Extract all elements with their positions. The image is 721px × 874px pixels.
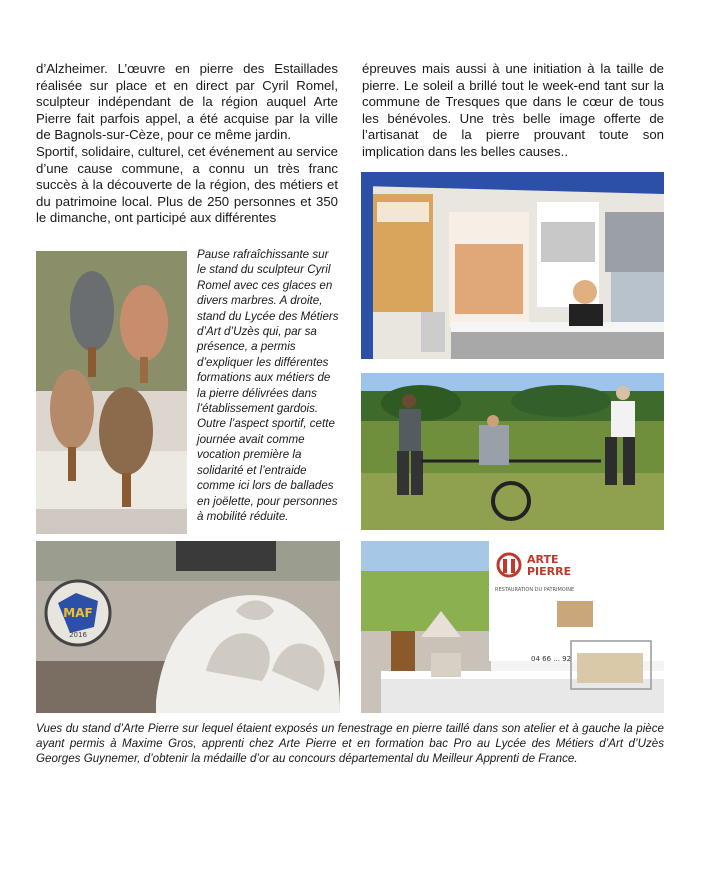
photo-stone-tracery bbox=[36, 541, 340, 713]
photo-lycee-stand bbox=[361, 172, 664, 359]
article-paragraph: d’Alzheimer. L’œuvre en pierre des Estaillades réalisée sur place et en direct par Cyril Romel, sculpteur indépendant de la région auquel Arte Pierre fait parfois appel, a été acquise par la ville de Bagnols-sur-Cèze, pour ce même jardin. bbox=[36, 61, 338, 143]
article-paragraph: Sportif, solidaire, culturel, cet événement au service d’une cause commune, a connu un très franc succès à la découverte de la région, des métiers et du patrimoine local. Plus de 250 personnes et 350 le dimanche, ont participé aux différentes bbox=[36, 143, 338, 226]
arte-subtitle: RESTAURATION DU PATRIMOINE bbox=[495, 587, 575, 593]
caption-text: Vues du stand d’Arte Pierre sur lequel étaient exposés un fenestrage en pierre taillé dans son atelier et à gauche la pièce ayant permis à Maxime Gros, apprenti chez Arte Pierre et en formation bac Pro au Lycée des Métiers d’Art d’Uzès Georges Guynemer, d’obtenir la médaille d’or au concours départemental du Meilleur Apprenti de France. bbox=[36, 722, 664, 766]
photo-marble-ice-creams bbox=[36, 251, 187, 534]
article-paragraph: épreuves mais aussi à une initiation à la taille de pierre. Le soleil a brillé tout le week-end tant sur la commune de Tresques que dans le cœur de tous les bénévoles. Une très belle image offerte de l’artisanat de la pierre prouvant toute son implication dans les belles causes.. bbox=[362, 61, 664, 159]
photo-arte-pierre-stand bbox=[361, 541, 664, 713]
article-left-column bbox=[36, 61, 338, 227]
arte-phone: 04 66 ... 92 bbox=[531, 655, 572, 663]
article-right-column bbox=[362, 61, 664, 161]
medallion-year: 2016 bbox=[69, 631, 87, 639]
photo-caption-side bbox=[197, 247, 339, 524]
arte-logo-line2: PIERRE bbox=[527, 565, 572, 578]
arte-logo-line1: ARTE bbox=[527, 553, 559, 566]
medallion-text: MAF bbox=[63, 606, 93, 620]
photo-joelette-field bbox=[361, 373, 664, 530]
photo-caption-bottom bbox=[36, 721, 664, 767]
caption-text: Pause rafraîchissante sur le stand du sculpteur Cyril Romel avec ces glaces en divers marbres. A droite, stand du Lycée des Métiers d’Art d’Uzès qui, par sa présence, a permis d’expliquer les différentes formations aux métiers de la pierre délivrées dans l’établissement gardois. Outre l’aspect sportif, cette journée avait comme vocation première la solidarité et l’entraide comme ici lors de ballades en joëlette, pour personnes à mobilité réduite. bbox=[197, 248, 339, 523]
